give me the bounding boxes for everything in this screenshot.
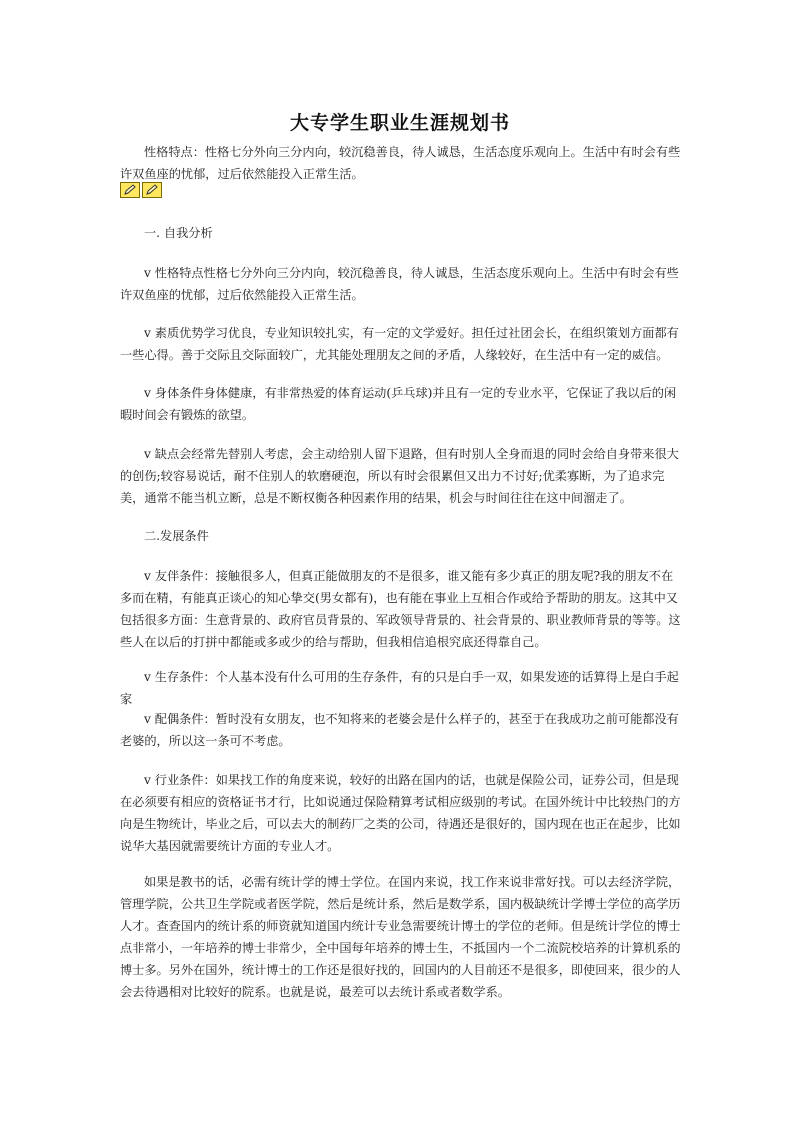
icon-row [120, 182, 162, 198]
paragraph-industry: v 行业条件：如果找工作的角度来说，较好的出路在国内的话，也就是保险公司，证券公司，但是现在必须要有相应的资格证书才行，比如说通过保险精算考试相应级别的考试。在国外统计中比较热门的方向是生物统计，毕业之后，可以去大的制药厂之类的公司，待遇还是很好的，国内现在也正在起步，比如说华大基因就需要统计方面的专业人才。 [120, 773, 681, 853]
pencil-icon [120, 182, 140, 198]
paragraph-personality: v 性格特点性格七分外向三分内向，较沉稳善良，待人诚恳，生活态度乐观向上。生活中有时会有些许双鱼座的忧郁，过后依然能投入正常生活。 [120, 266, 679, 302]
paragraph-spouse: v 配偶条件：暂时没有女朋友，也不知将来的老婆会是什么样子的，甚至于在我成功之前可能都没有老婆的，所以这一条可不考虑。 [120, 712, 679, 748]
section-heading-conditions: 二.发展条件 [144, 529, 209, 543]
paragraph-strengths: v 素质优势学习优良，专业知识较扎实，有一定的文学爱好。担任过社团会长，在组织策划方面都有一些心得。善于交际且交际面较广，尤其能处理朋友之间的矛盾，人缘较好，在生活中有一定的威信。 [120, 326, 679, 362]
paragraph-friends: v 友伴条件：接触很多人，但真正能做朋友的不是很多，谁又能有多少真正的朋友呢?我的朋友不在多而在精，有能真正谈心的知心挚交(男女都有)，也有能在事业上互相合作或给予帮助的朋友。这其中又包括很多方面：生意背景的、政府官员背景的、军政领导背景的、社会背景的、职业教师背景的等等。这些人在以后的打拼中都能或多或少的给与帮助，但我相信追根究底还得靠自己。 [120, 569, 681, 649]
paragraph-physical: v 身体条件身体健康，有非常热爱的体育运动(乒乓球)并且有一定的专业水平，它保证了我以后的闲暇时间会有锻炼的欲望。 [120, 386, 677, 422]
paragraph-survival: v 生存条件：个人基本没有什么可用的生存条件，有的只是白手一双，如果发迹的话算得上是白手起家 [120, 670, 679, 706]
pencil-icon [142, 182, 162, 198]
intro-paragraph: 性格特点：性格七分外向三分内向，较沉稳善良，待人诚恳，生活态度乐观向上。生活中有时会有些许双鱼座的忧郁，过后依然能投入正常生活。 [120, 145, 681, 181]
section-heading-self-analysis: 一. 自我分析 [144, 226, 213, 240]
paragraph-teaching: 如果是教书的话，必需有统计学的博士学位。在国内来说，找工作来说非常好找。可以去经济学院，管理学院，公共卫生学院或者医学院，然后是统计系，然后是数学系，国内极缺统计学博士学位的高学历人才。查查国内的统计系的师资就知道国内统计专业急需要统计博士的学位的老师。但是统计学位的博士点非常小，一年培养的博士非常少，全中国每年培养的博士生，不抵国内一个二流院校培养的计算机系的博士多。另外在国外，统计博士的工作还是很好找的，回国内的人目前还不是很多，即使回来，很少的人会去待遇相对比较好的院系。也就是说，最差可以去统计系或者数学系。 [120, 875, 681, 999]
document-title: 大专学生职业生涯规划书 [289, 112, 510, 134]
paragraph-weaknesses: v 缺点会经常先替别人考虑，会主动给别人留下退路，但有时别人全身而退的同时会给自身带来很大的创伤;较容易说话，耐不住别人的软磨硬泡，所以有时会很累但又出力不讨好;优柔寡断，为了追求完美，通常不能当机立断，总是不断权衡各种因素作用的结果，机会与时间往往在这中间溜走了。 [120, 447, 679, 505]
